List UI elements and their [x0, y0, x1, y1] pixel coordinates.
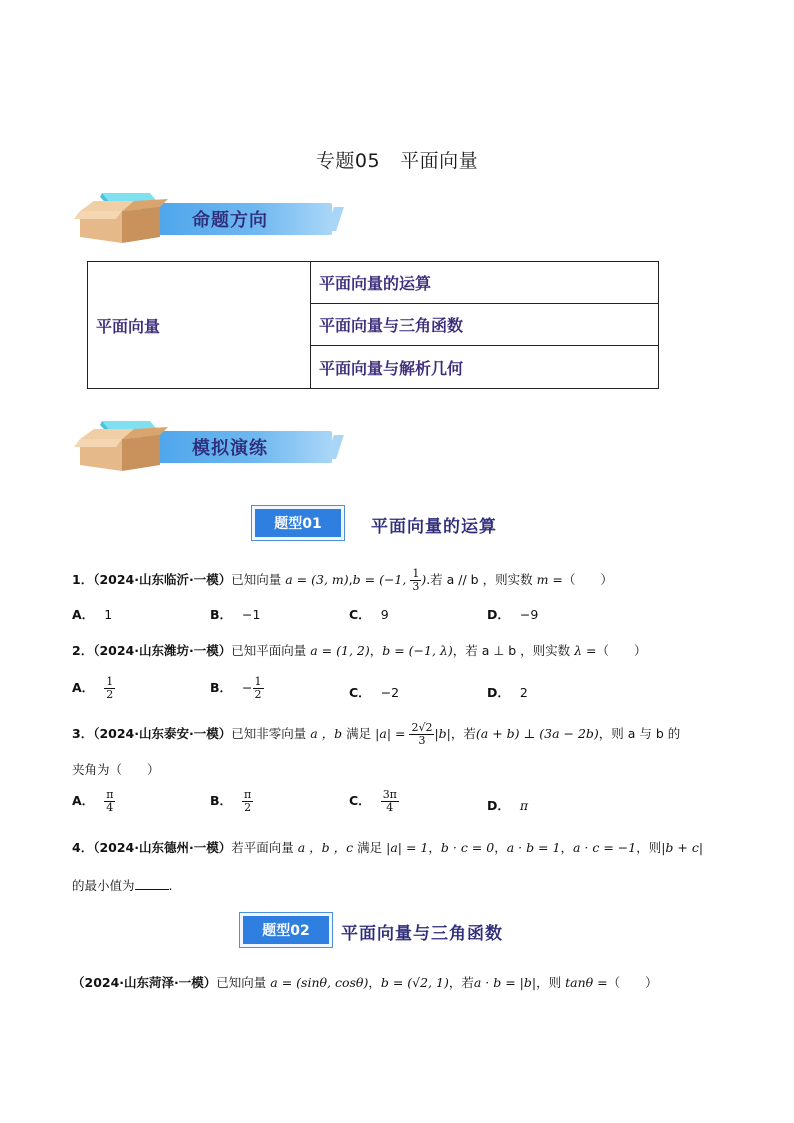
condition-3: a · b = 1	[506, 840, 561, 855]
vector-b: b = (−1, λ)	[382, 643, 453, 658]
expr-perpendicular: (a + b) ⊥ (3a − 2b)	[475, 726, 599, 741]
question-stem: 已知非零向量	[231, 726, 307, 741]
title-part1: 专题05	[315, 150, 381, 172]
option-value: −9	[519, 607, 539, 622]
question-then: ，则	[536, 975, 562, 990]
option-fraction	[104, 676, 115, 701]
answer-var: m =	[536, 572, 563, 587]
q1-option-b[interactable]	[210, 605, 260, 623]
option-label: C．	[349, 685, 371, 700]
type-badge-01	[251, 505, 551, 541]
vector-vars: a ，b ，c	[297, 840, 354, 855]
answer-var: tanθ =	[565, 975, 608, 990]
option-value: π	[519, 798, 529, 813]
q2-option-a[interactable]	[72, 676, 115, 701]
box-icon	[72, 185, 172, 257]
badge-label: 题型02	[243, 916, 329, 944]
expr-lhs: |a| =	[375, 726, 410, 741]
paren-left: (−1,	[379, 572, 411, 587]
q3-option-d[interactable]	[487, 796, 528, 814]
type-caption: 平面向量的运算	[371, 517, 497, 537]
vector-a: a = (1, 2)	[310, 643, 370, 658]
page-title	[0, 146, 794, 173]
option-label: A．	[72, 793, 95, 808]
condition-2: b · c = 0	[440, 840, 495, 855]
topics-left-cell: 平面向量	[88, 262, 311, 389]
q3-option-c[interactable]	[349, 789, 399, 814]
separator: ，	[368, 975, 381, 990]
fraction	[410, 568, 421, 593]
question-source: （2024·山东德州·一模）	[93, 840, 232, 855]
option-label: C．	[349, 607, 371, 622]
fraction-numerator: 1	[254, 675, 262, 688]
option-value: −2	[380, 685, 400, 700]
topics-table	[87, 261, 659, 389]
answer-blank[interactable]	[135, 889, 169, 890]
fraction-numerator: π	[244, 788, 252, 801]
option-value: −1	[242, 607, 261, 622]
question-3-line-2: 夹角为（ ）	[72, 762, 160, 777]
question-source: （2024·山东潍坊·一模）	[93, 643, 232, 658]
option-label: D．	[487, 685, 510, 700]
vector-b: b =	[352, 572, 380, 587]
question-number: 1．	[72, 572, 94, 587]
option-value: 9	[380, 607, 389, 622]
expr-rhs: |b|	[434, 726, 451, 741]
fraction-denominator: 3	[412, 580, 420, 593]
question-condition: ，则 a 与 b 的	[598, 726, 681, 741]
option-label: B．	[210, 680, 233, 695]
option-fraction	[381, 789, 399, 814]
question-source: （2024·山东泰安·一模）	[93, 726, 232, 741]
option-label: D．	[487, 798, 510, 813]
expr-equation: a · b = |b|	[473, 975, 537, 990]
option-label: C．	[349, 793, 371, 808]
title-part2: 平面向量	[400, 150, 479, 172]
type-badge-02	[239, 912, 559, 948]
separator: ,	[348, 572, 353, 587]
q3-option-a[interactable]	[72, 789, 115, 814]
fraction	[409, 722, 434, 747]
separator: ，	[369, 643, 383, 658]
option-label: A．	[72, 680, 95, 695]
question-number: 4．	[72, 840, 94, 855]
fraction-numerator: 1	[412, 567, 420, 580]
fraction-numerator: 3π	[382, 788, 397, 801]
question-5	[72, 973, 658, 991]
question-condition: ，若	[450, 726, 476, 741]
question-condition: ，若	[448, 975, 474, 990]
question-stem: 已知平面向量	[231, 643, 307, 658]
fraction-numerator: 1	[106, 675, 114, 688]
option-value: 2	[519, 685, 528, 700]
vector-vars: a ，b	[310, 726, 343, 741]
question-then: ，则	[636, 840, 662, 855]
question-3	[72, 722, 680, 747]
fraction-numerator: π	[106, 788, 114, 801]
section-banner-direction	[72, 185, 342, 257]
option-label: B．	[210, 793, 233, 808]
answer-paren: （ ）	[562, 572, 613, 587]
fraction-denominator: 4	[106, 801, 114, 814]
option-label: B．	[210, 607, 233, 622]
fraction-denominator: 2	[244, 801, 252, 814]
option-sign: −	[242, 680, 253, 695]
question-4: 4．（2024·山东德州·一模）若平面向量 a ，b ，c 满足 |a| = 1，b · c = 0，a · b = 1，a · c = −1，则|b + c|	[72, 840, 704, 855]
question-source: （2024·山东菏泽·一模）	[72, 975, 217, 990]
type-caption: 平面向量与三角函数	[341, 924, 503, 944]
question-condition: .若 a // b ，则实数	[426, 572, 533, 587]
question-1	[72, 568, 613, 593]
topic-row-3: 平面向量与解析几何	[311, 346, 659, 389]
q3-option-b[interactable]	[210, 789, 253, 814]
question-4-line-2	[72, 876, 173, 894]
answer-paren: （ ）	[607, 975, 658, 990]
option-value: 1	[104, 607, 113, 622]
vector-a: a = (sinθ, cosθ)	[270, 975, 369, 990]
question-condition: ，若 a ⊥ b ，则实数	[452, 643, 571, 658]
topic-row-2: 平面向量与三角函数	[311, 304, 659, 346]
vector-b: b = (√2, 1)	[380, 975, 449, 990]
fraction-denominator: 3	[418, 734, 426, 747]
option-fraction	[242, 789, 253, 814]
option-label: A．	[72, 607, 95, 622]
period: .	[168, 878, 173, 893]
q1-option-c[interactable]	[349, 605, 389, 623]
q2-option-b[interactable]	[210, 676, 264, 701]
paren-right: )	[421, 572, 427, 587]
condition-1: |a| = 1	[386, 840, 429, 855]
q2-option-c[interactable]	[349, 683, 399, 701]
badge-label: 题型01	[255, 509, 341, 537]
box-icon	[72, 413, 172, 485]
question-stem: 若平面向量	[231, 840, 294, 855]
condition-4: a · c = −1	[572, 840, 637, 855]
banner-label: 模拟演练	[192, 438, 268, 459]
question-condition: 满足	[353, 840, 383, 855]
topic-row-1: 平面向量的运算	[311, 262, 659, 304]
banner-label: 命题方向	[192, 210, 268, 231]
q1-option-a[interactable]	[72, 605, 112, 623]
target-expr: |b + c|	[661, 840, 704, 855]
answer-paren: （ ）	[596, 643, 647, 658]
option-label: D．	[487, 607, 510, 622]
fraction-numerator: 2√2	[411, 721, 433, 734]
question-number: 2．	[72, 643, 94, 658]
question-2	[72, 641, 647, 659]
option-fraction	[253, 676, 264, 701]
question-source: （2024·山东临沂·一模）	[93, 572, 232, 587]
q1-option-d[interactable]	[487, 605, 538, 623]
option-fraction	[104, 789, 115, 814]
question-number: 3．	[72, 726, 94, 741]
question-stem: 已知向量	[216, 975, 267, 990]
question-stem: 已知向量	[231, 572, 282, 587]
q2-option-d[interactable]	[487, 683, 528, 701]
section-banner-practice	[72, 413, 342, 485]
question-condition: 满足	[342, 726, 372, 741]
fraction-denominator: 2	[106, 688, 114, 701]
answer-var: λ =	[574, 643, 597, 658]
fraction-denominator: 2	[254, 688, 262, 701]
vector-a: a = (3, m)	[285, 572, 349, 587]
question-line: 的最小值为	[72, 878, 135, 893]
fraction-denominator: 4	[386, 801, 394, 814]
